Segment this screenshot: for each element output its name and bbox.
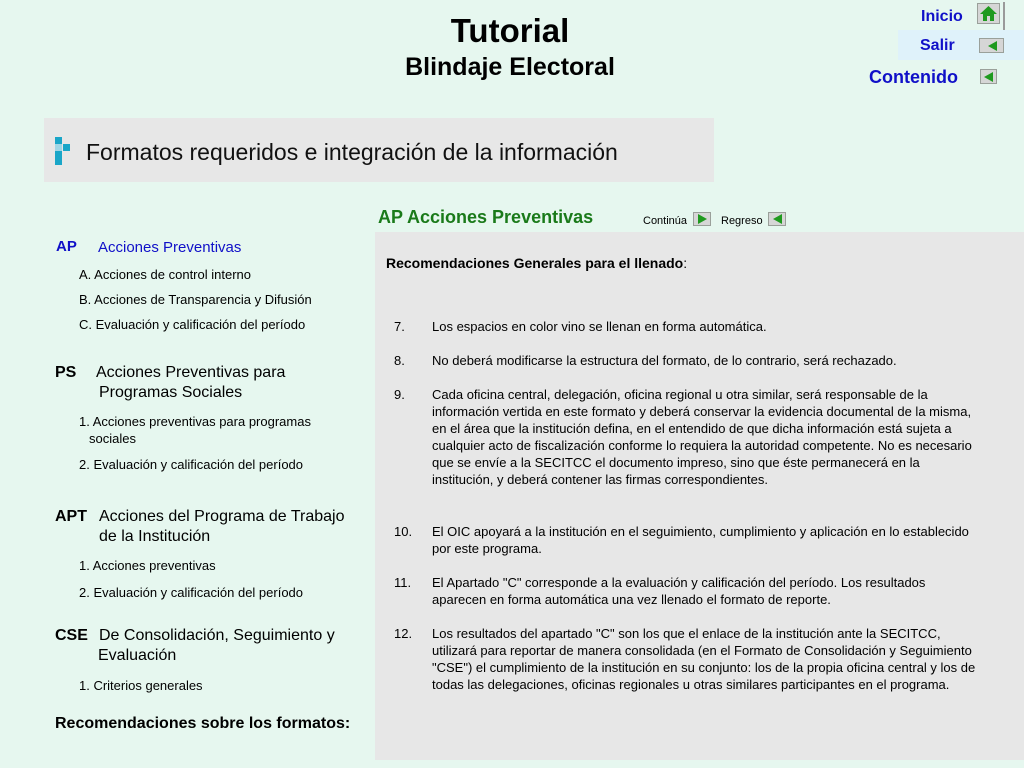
- index-apt-title-line2: de la Institución: [99, 528, 211, 545]
- nav-inicio-link[interactable]: Inicio: [921, 8, 963, 25]
- index-ps-sub1-line2: sociales: [89, 431, 136, 446]
- regreso-label: Regreso: [721, 215, 763, 227]
- list-item-text: No deberá modificarse la estructura del formato, de lo contrario, será rechazado.: [432, 353, 897, 368]
- index-ps-sub2: 2. Evaluación y calificación del período: [79, 457, 304, 472]
- index-ps-title-line2: Programas Sociales: [99, 384, 243, 401]
- nav-salir-link[interactable]: Salir: [920, 37, 955, 54]
- index-apt-title-line1: Acciones del Programa de Trabajo: [99, 508, 345, 525]
- index-apt-code: APT: [55, 508, 87, 525]
- content-heading: AP Acciones Preventivas: [378, 207, 594, 227]
- panel-heading-text: Recomendaciones Generales para el llenado: [386, 255, 684, 271]
- list-item-number: 9.: [394, 387, 405, 402]
- arrow-left-icon: [984, 72, 993, 82]
- continua-button[interactable]: [693, 212, 711, 226]
- panel-heading: [386, 255, 687, 271]
- index-ap-code[interactable]: AP: [56, 238, 77, 255]
- list-item-number: 12.: [394, 626, 413, 641]
- index-ap-sub-c: C. Evaluación y calificación del período: [79, 317, 306, 332]
- salir-button[interactable]: [979, 38, 1004, 53]
- index-cse-title-line2: Evaluación: [98, 647, 177, 664]
- list-item-text: Los resultados del apartado "C" son los que el enlace de la institución ante la SECITCC, utilizará para reportar de manera consolidada (en el Formato de Consolidación y Seguimiento "CSE") el cumplimiento de la institución en su conjunto: los de la propia oficina central y los de todas las delegaciones, oficinas regionales u otras similares participantes en el programa.: [432, 626, 976, 692]
- list-item-text: El Apartado "C" corresponde a la evaluación y calificación del período. Los resultados aparecen en forma automática una vez llenado el formato de reporte.: [432, 575, 926, 607]
- panel-heading-colon: :: [683, 255, 688, 271]
- list-item-text: Cada oficina central, delegación, oficina regional u otra similar, será responsable de la información vertida en este formato y deberá conservar la evidencia documental de la misma, en el área que la institución defina, en el entendido de que dicha información está sujeta a cualquier acto de fiscalización conforme lo requiera la autoridad competente. No es necesario que se envíe a la SECITCC el documento impreso, sino que éste permanecerá en la institución, y deberá contener las firmas correspondientes.: [432, 387, 972, 487]
- list-item-number: 7.: [394, 319, 405, 334]
- nav-contenido-link[interactable]: Contenido: [869, 67, 958, 87]
- index-ap-sub-b: B. Acciones de Transparencia y Difusión: [79, 292, 312, 307]
- arrow-left-icon: [988, 41, 997, 51]
- index-recomendaciones: Recomendaciones sobre los formatos:: [55, 715, 351, 732]
- list-item-number: 10.: [394, 524, 413, 539]
- index-apt-sub1: 1. Acciones preventivas: [79, 558, 216, 573]
- home-button[interactable]: [977, 3, 1000, 24]
- index-apt-sub2: 2. Evaluación y calificación del período: [79, 585, 304, 600]
- list-item-text: Los espacios en color vino se llenan en forma automática.: [432, 319, 767, 334]
- nav-divider: [1003, 2, 1005, 30]
- index-ps-code: PS: [55, 364, 77, 381]
- index-cse-sub1: 1. Criterios generales: [79, 678, 203, 693]
- index-ap-title[interactable]: Acciones Preventivas: [98, 239, 242, 256]
- salir-highlight-band: [898, 30, 1024, 60]
- bullet-squares-icon: [55, 137, 71, 165]
- continua-label: Continúa: [643, 215, 688, 227]
- index-ps-sub1-line1: 1. Acciones preventivas para programas: [79, 414, 311, 429]
- index-cse-title-line1: De Consolidación, Seguimiento y: [99, 627, 335, 644]
- list-item-number: 11.: [394, 575, 412, 590]
- home-icon: [978, 4, 999, 23]
- list-item-number: 8.: [394, 353, 405, 368]
- regreso-button[interactable]: [768, 212, 786, 226]
- list-item-text: El OIC apoyará a la institución en el seguimiento, cumplimiento y aplicación en lo establecido por este programa.: [432, 524, 969, 556]
- arrow-right-icon: [698, 214, 707, 224]
- index-ap-sub-a: A. Acciones de control interno: [79, 267, 251, 282]
- section-title: Formatos requeridos e integración de la información: [86, 139, 618, 165]
- page-title: Tutorial: [450, 12, 570, 49]
- index-ps-title-line1: Acciones Preventivas para: [96, 364, 286, 381]
- arrow-left-icon: [773, 214, 782, 224]
- contenido-button[interactable]: [980, 69, 997, 84]
- page-subtitle: Blindaje Electoral: [405, 53, 615, 81]
- index-cse-code: CSE: [55, 627, 88, 644]
